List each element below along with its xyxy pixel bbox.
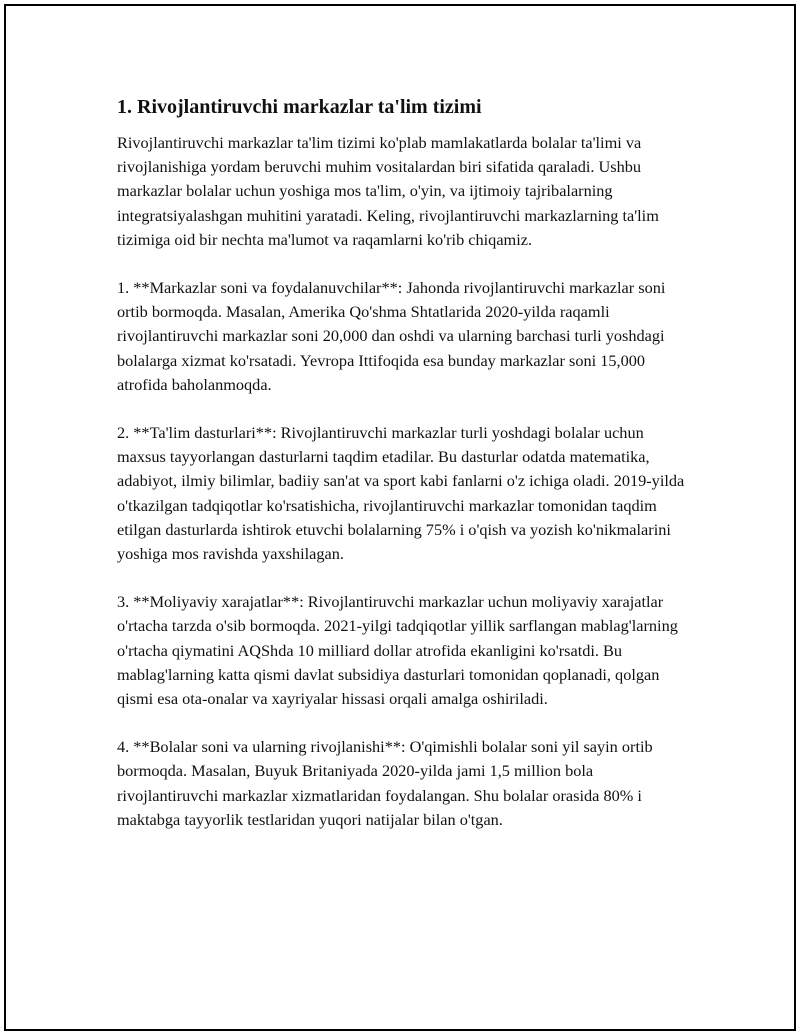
paragraph-children-count: 4. **Bolalar soni va ularning rivojlanishi**: O'qimishli bolalar soni yil sayin ortib bormoqda. Masalan, Buyuk Britaniyada 2020-yilda jami 1,5 million bola rivojlantiruvchi markazlar xizmatlaridan foydalangan. Shu bolalar orasida 80% i maktabga tayyorlik testlaridan yuqori natijalar bilan o'tgan. xyxy=(117,737,653,829)
document-body xyxy=(117,93,692,856)
paragraph-centers-count: 1. **Markazlar soni va foydalanuvchilar**: Jahonda rivojlantiruvchi markazlar soni ortib bormoqda. Masalan, Amerika Qo'shma Shtatlarida 2020-yilda raqamli rivojlantiruvchi markazlar soni 20,000 dan oshdi va ularning barchasi turli yoshdagi bolalarga xizmat ko'rsatadi. Yevropa Ittifoqida esa bunday markazlar soni 15,000 atrofida baholanmoqda. xyxy=(117,278,666,394)
paragraph-intro: Rivojlantiruvchi markazlar ta'lim tizimi ko'plab mamlakatlarda bolalar ta'limi va rivojlanishiga yordam beruvchi muhim vositalardan biri sifatida qaraladi. Ushbu markazlar bolalar uchun yoshiga mos ta'lim, o'yin, va ijtimoiy tajribalarning integratsiyalashgan muhitini yaratadi. Keling, rivojlantiruvchi markazlarning ta'lim tizimiga oid bir nechta ma'lumot va raqamlarni ko'rib chiqamiz. xyxy=(117,133,659,249)
paragraph-education-programs: 2. **Ta'lim dasturlari**: Rivojlantiruvchi markazlar turli yoshdagi bolalar uchun maxsus tayyorlangan dasturlarni taqdim etadilar. Bu dasturlar odatda matematika, adabiyot, ilmiy bilimlar, badiiy san'at va sport kabi fanlarni o'z ichiga oladi. 2019-yilda o'tkazilgan tadqiqotlar ko'rsatishicha, rivojlantiruvchi markazlar tomonidan taqdim etilgan dasturlarda ishtirok etuvchi bolalarning 75% i o'qish va yozish ko'nikmalarini yoshiga mos ravishda yaxshilagan. xyxy=(117,423,685,564)
paragraph-financial-costs: 3. **Moliyaviy xarajatlar**: Rivojlantiruvchi markazlar uchun moliyaviy xarajatlar o'rtacha tarzda o'sib bormoqda. 2021-yilgi tadqiqotlar yillik sarflangan mablag'larning o'rtacha qiymatini AQShda 10 milliard dollar atrofida ekanligini ko'rsatdi. Bu mablag'larning katta qismi davlat subsidiya dasturlari tomonidan qoplanadi, qolgan qismi esa ota-onalar va xayriyalar hissasi orqali amalga oshiriladi. xyxy=(117,592,678,709)
document-title: 1. Rivojlantiruvchi markazlar ta'lim tizimi xyxy=(117,96,482,118)
